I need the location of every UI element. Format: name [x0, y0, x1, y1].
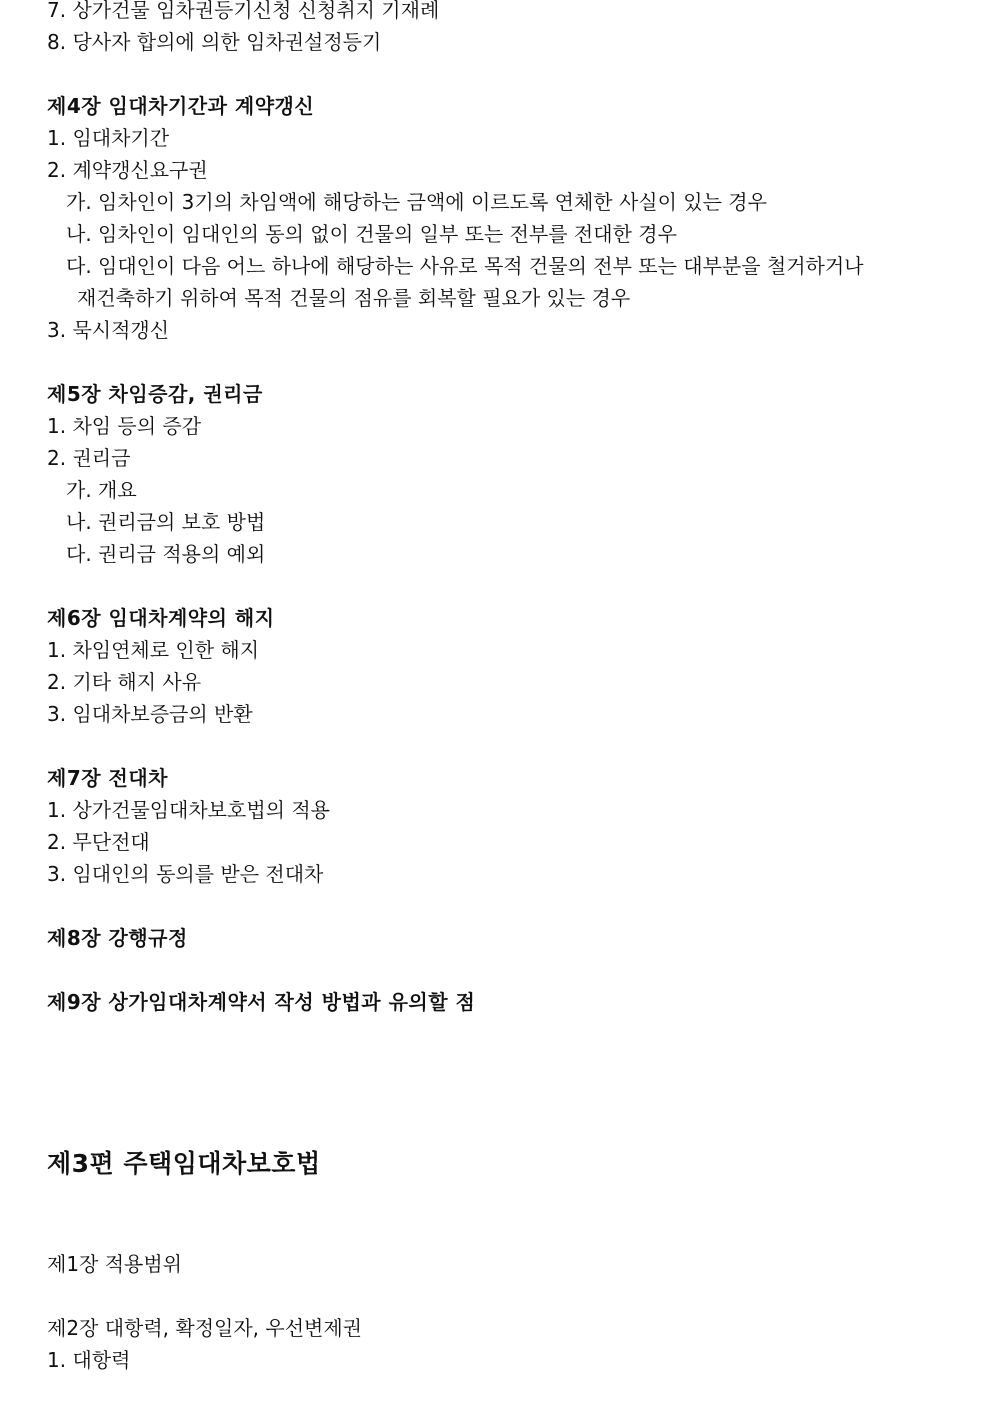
spacer — [47, 58, 952, 90]
spacer — [47, 1018, 952, 1144]
chapter-5-title: 제5장 차임증감, 권리금 — [47, 382, 263, 406]
list-item: 2. 권리금 — [47, 446, 131, 470]
sub-item: 가. 개요 — [66, 478, 137, 502]
spacer — [47, 1280, 952, 1312]
list-item: 2. 계약갱신요구권 — [47, 158, 208, 182]
list-item: 8. 당사자 합의에 의한 임차권설정등기 — [47, 30, 382, 54]
sub-item-continuation: 재건축하기 위하여 목적 건물의 점유를 회복할 필요가 있는 경우 — [77, 286, 631, 310]
sub-item: 다. 권리금 적용의 예외 — [66, 542, 266, 566]
chapter-9-title: 제9장 상가임대차계약서 작성 방법과 유의할 점 — [47, 990, 476, 1014]
list-item: 1. 대항력 — [47, 1348, 131, 1372]
list-item: 7. 상가건물 임차권등기신청 신청취지 기재례 — [47, 0, 440, 22]
chapter-1-title: 제1장 적용범위 — [47, 1252, 183, 1276]
sub-item: 가. 임차인이 3기의 차임액에 해당하는 금액에 이르도록 연체한 사실이 있는 경우 — [66, 190, 767, 214]
part-3-title: 제3편 주택임대차보호법 — [47, 1149, 321, 1178]
list-item: 1. 차임 등의 증감 — [47, 414, 202, 438]
list-item: 2. 기타 해지 사유 — [47, 670, 202, 694]
chapter-8-title: 제8장 강행규정 — [47, 926, 188, 950]
list-item: 1. 차임연체로 인한 해지 — [47, 638, 260, 662]
chapter-2-title: 제2장 대항력, 확정일자, 우선변제권 — [47, 1316, 362, 1340]
document-page — [47, 0, 952, 1376]
sub-item-wrapped: 다. 임대인이 다음 어느 하나에 해당하는 사유로 목적 건물의 전부 또는 대부분을 철거하거나 — [66, 254, 864, 278]
list-item: 3. 임대인의 동의를 받은 전대차 — [47, 862, 324, 886]
list-item: 2. 무단전대 — [47, 830, 150, 854]
chapter-4-title: 제4장 임대차기간과 계약갱신 — [47, 94, 315, 118]
spacer — [47, 1184, 952, 1248]
sub-item: 나. 임차인이 임대인의 동의 없이 건물의 일부 또는 전부를 전대한 경우 — [66, 222, 677, 246]
spacer — [47, 890, 952, 922]
spacer — [47, 954, 952, 986]
spacer — [47, 730, 952, 762]
chapter-6-title: 제6장 임대차계약의 해지 — [47, 606, 275, 630]
list-item: 1. 상가건물임대차보호법의 적용 — [47, 798, 330, 822]
list-item: 3. 묵시적갱신 — [47, 318, 170, 342]
chapter-7-title: 제7장 전대차 — [47, 766, 168, 790]
list-item: 3. 임대차보증금의 반환 — [47, 702, 253, 726]
spacer — [47, 346, 952, 378]
list-item: 1. 임대차기간 — [47, 126, 170, 150]
spacer — [47, 570, 952, 602]
sub-item: 나. 권리금의 보호 방법 — [66, 510, 266, 534]
